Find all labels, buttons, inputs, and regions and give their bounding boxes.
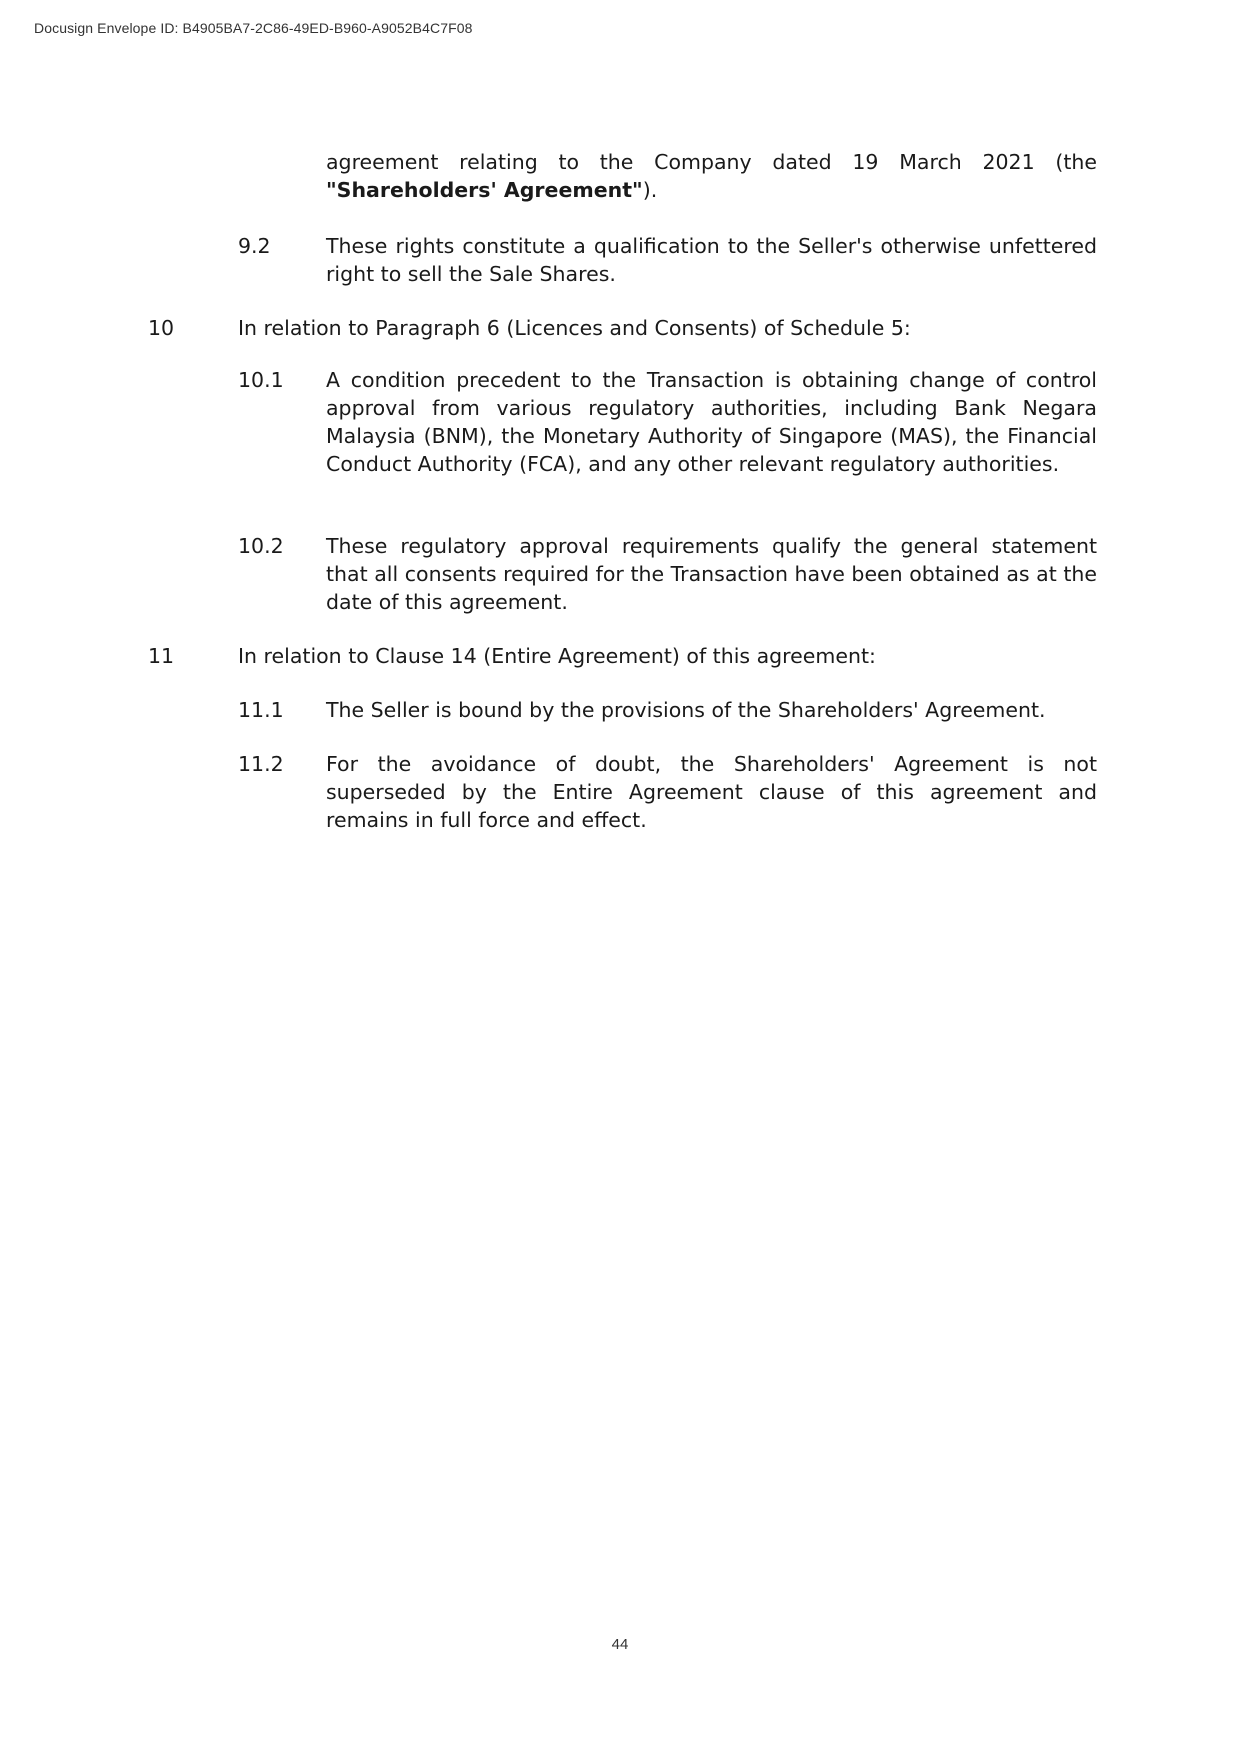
clause-text-10: In relation to Paragraph 6 (Licences and Consents) of Schedule 5: xyxy=(238,316,911,340)
clause-number-10: 10 xyxy=(148,316,175,340)
continuation-text-end: ). xyxy=(642,178,658,202)
continuation-text: agreement relating to the Company dated 19 March 2021 (the xyxy=(326,150,1097,174)
clause-text-11-2: For the avoidance of doubt, the Shareholders' Agreement is not superseded by the Entire Agreement clause of this agreement and remains in full force and effect. xyxy=(326,752,1097,832)
clause-text-9-2: These rights constitute a qualification to the Seller's otherwise unfettered right to sell the Sale Shares. xyxy=(326,234,1097,286)
clause-number-10-1: 10.1 xyxy=(238,368,284,392)
clause-number-10-2: 10.2 xyxy=(238,534,284,558)
clause-text-11-1: The Seller is bound by the provisions of the Shareholders' Agreement. xyxy=(326,698,1046,722)
page-number: 44 xyxy=(611,1636,629,1653)
defined-term-shareholders-agreement: "Shareholders' Agreement" xyxy=(326,178,643,202)
clause-number-9-2: 9.2 xyxy=(238,234,271,258)
clause-text-11: In relation to Clause 14 (Entire Agreement) of this agreement: xyxy=(238,644,876,668)
clause-text-10-2: These regulatory approval requirements qualify the general statement that all consents required for the Transaction have been obtained as at the date of this agreement. xyxy=(326,534,1097,614)
clause-number-11: 11 xyxy=(148,644,175,668)
clause-number-11-1: 11.1 xyxy=(238,698,284,722)
continuation-paragraph xyxy=(326,148,1097,204)
clause-number-11-2: 11.2 xyxy=(238,752,284,776)
clause-text-10-1: A condition precedent to the Transaction is obtaining change of control approval from various regulatory authorities, including Bank Negara Malaysia (BNM), the Monetary Authority of Singapore (MAS), the Financial Conduct Authority (FCA), and any other relevant regulatory authorities. xyxy=(326,368,1097,476)
docusign-envelope-id: Docusign Envelope ID: B4905BA7-2C86-49ED-B960-A9052B4C7F08 xyxy=(34,20,473,36)
